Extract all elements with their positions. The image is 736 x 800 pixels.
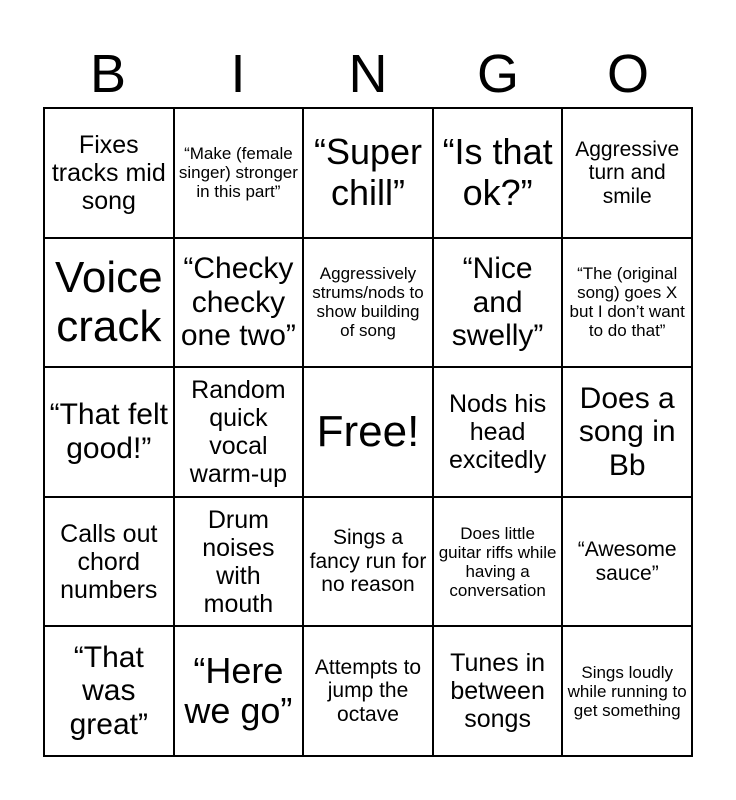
- bingo-cell-r5c5[interactable]: [562, 626, 692, 756]
- bingo-cell-free[interactable]: [303, 367, 433, 497]
- bingo-cell-r2c3[interactable]: [303, 238, 433, 368]
- bingo-cell-r3c2[interactable]: [174, 367, 304, 497]
- cell-text: Does little guitar riffs while having a conversation: [438, 523, 557, 600]
- free-space-text: Free!: [316, 407, 420, 457]
- cell-text: Random quick vocal warm-up: [189, 375, 288, 488]
- cell-text: Does a song in Bb: [578, 381, 676, 482]
- cell-text: “That was great”: [69, 640, 148, 741]
- cell-text: “Nice and swelly”: [451, 252, 544, 353]
- bingo-cell-r4c5[interactable]: [562, 497, 692, 627]
- cell-text: “The (original song) goes X but I don’t want to do that”: [569, 264, 685, 341]
- cell-text: Fixes tracks mid song: [51, 130, 166, 215]
- bingo-cell-r3c5[interactable]: [562, 367, 692, 497]
- cell-text: “Checky checky one two”: [180, 252, 296, 353]
- header-letter-i: I: [230, 44, 246, 104]
- cell-text: Drum noises with mouth: [202, 505, 275, 618]
- cell-text: “Awesome sauce”: [577, 538, 677, 585]
- bingo-grid: [43, 107, 693, 757]
- header-letter-b: B: [89, 44, 127, 104]
- cell-text: “Make (female singer) stronger in this part”: [178, 144, 298, 202]
- bingo-cell-r1c1[interactable]: [44, 108, 174, 238]
- cell-text: Aggressively strums/nods to show building of song: [312, 264, 424, 341]
- bingo-cell-r3c1[interactable]: [44, 367, 174, 497]
- cell-text: Aggressive turn and smile: [575, 137, 680, 208]
- cell-text: Voice crack: [54, 253, 163, 352]
- bingo-cell-r1c4[interactable]: [433, 108, 563, 238]
- bingo-cell-r2c4[interactable]: [433, 238, 563, 368]
- header-letter-g: G: [476, 44, 519, 104]
- bingo-cell-r1c5[interactable]: [562, 108, 692, 238]
- cell-text: “Here we go”: [184, 649, 293, 732]
- bingo-header: [43, 40, 693, 108]
- cell-text: “That felt good!”: [49, 398, 168, 465]
- cell-text: Attempts to jump the octave: [314, 655, 422, 726]
- bingo-cell-r4c1[interactable]: [44, 497, 174, 627]
- bingo-cell-r4c3[interactable]: [303, 497, 433, 627]
- cell-text: Tunes in between songs: [450, 649, 546, 734]
- bingo-cell-r4c4[interactable]: [433, 497, 563, 627]
- cell-text: “Is that ok?”: [442, 131, 553, 213]
- bingo-cell-r3c4[interactable]: [433, 367, 563, 497]
- bingo-cell-r5c2[interactable]: [174, 626, 304, 756]
- cell-text: “Super chill”: [313, 131, 423, 213]
- cell-text: Sings loudly while running to get something: [567, 662, 687, 720]
- bingo-cell-r5c4[interactable]: [433, 626, 563, 756]
- cell-text: Sings a fancy run for no reason: [309, 526, 427, 597]
- header-letter-n: N: [348, 44, 388, 104]
- bingo-cell-r2c1[interactable]: [44, 238, 174, 368]
- bingo-cell-r2c5[interactable]: [562, 238, 692, 368]
- cell-text: Nods his head excitedly: [448, 389, 547, 474]
- header-letter-o: O: [606, 44, 649, 104]
- bingo-cell-r5c3[interactable]: [303, 626, 433, 756]
- bingo-cell-r2c2[interactable]: [174, 238, 304, 368]
- bingo-cell-r5c1[interactable]: [44, 626, 174, 756]
- bingo-cell-r1c3[interactable]: [303, 108, 433, 238]
- bingo-cell-r1c2[interactable]: [174, 108, 304, 238]
- bingo-cell-r4c2[interactable]: [174, 497, 304, 627]
- cell-text: Calls out chord numbers: [60, 519, 158, 604]
